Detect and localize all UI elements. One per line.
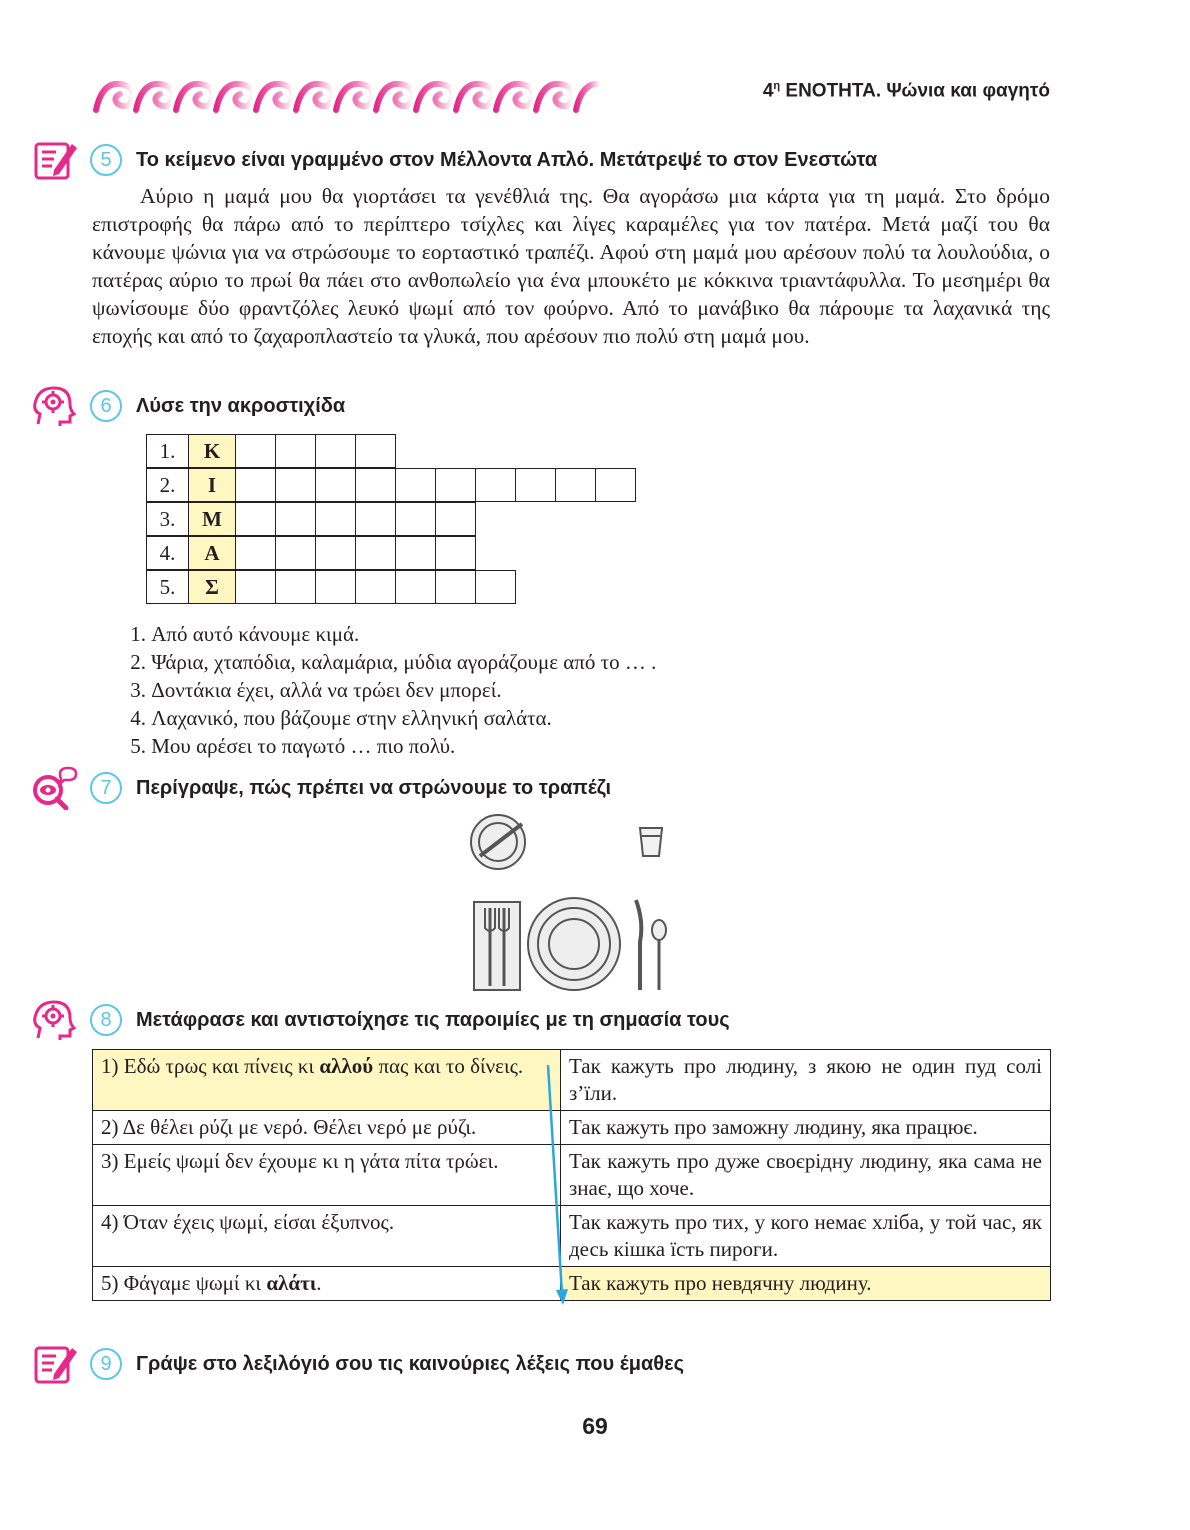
exercise-7-number: 7	[90, 772, 122, 804]
acrostic-blank-cell[interactable]	[315, 502, 356, 536]
acrostic-row-number: 1.	[146, 434, 189, 468]
pencil-notepad-icon	[30, 1342, 78, 1386]
acrostic-row-4	[147, 537, 476, 571]
proverb-text: 4) Όταν έχεις ψωμί, είσαι έξυπνος.	[101, 1210, 395, 1234]
acrostic-blank-cell[interactable]	[235, 502, 276, 536]
proverb-cell	[93, 1050, 561, 1111]
meaning-cell: Так кажуть про тих, у кого немає хліба, у той час, як десь кішка їсть пироги.	[561, 1206, 1051, 1267]
clue-text: Από αυτό κάνουμε κιμά.	[151, 622, 360, 646]
acrostic-key-letter: Μ	[188, 502, 236, 536]
table-setting-illustration	[466, 812, 676, 997]
exercise-6-header	[30, 384, 345, 428]
proverb-text: .	[316, 1271, 322, 1295]
unit-title-text: ΕΝΟΤΗΤΑ. Ψώνια και φαγητό	[780, 80, 1050, 102]
table-row	[93, 1267, 1051, 1301]
acrostic-blank-cell[interactable]	[595, 468, 636, 502]
proverb-text: 3) Εμείς ψωμί δεν έχουμε κι η γάτα πίτα τρώει.	[101, 1149, 499, 1173]
meaning-cell: Так кажуть про дуже своєрідну людину, яка сама не знає, що хоче.	[561, 1145, 1051, 1206]
acrostic-blank-cell[interactable]	[435, 468, 476, 502]
exercise-8-number: 8	[90, 1004, 122, 1036]
exercise-6-number: 6	[90, 390, 122, 422]
acrostic-row-number: 2.	[146, 468, 189, 502]
exercise-6-title: Λύσε την ακροστιχίδα	[136, 394, 346, 417]
meaning-cell: Так кажуть про невдячну людину.	[561, 1267, 1051, 1301]
meaning-cell: Так кажуть про заможну людину, яка працює.	[561, 1111, 1051, 1145]
acrostic-blank-cell[interactable]	[355, 502, 396, 536]
table-row	[93, 1111, 1051, 1145]
proverb-cell	[93, 1111, 561, 1145]
acrostic-blank-cell[interactable]	[315, 536, 356, 570]
meaning-cell: Так кажуть про людину, з якою не один пуд солі з’їли.	[561, 1050, 1051, 1111]
proverb-cell	[93, 1267, 561, 1301]
clue-number: 3.	[130, 678, 146, 702]
exercise-9-header	[30, 1342, 684, 1386]
exercise-7-title: Περίγραψε, πώς πρέπει να στρώνουμε το τραπέζι	[136, 776, 612, 799]
proverb-cell	[93, 1145, 561, 1206]
acrostic-row-5	[147, 571, 516, 605]
acrostic-blank-cell[interactable]	[275, 502, 316, 536]
clue-text: Ψάρια, χταπόδια, καλαμάρια, μύδια αγοράζουμε από το … .	[151, 650, 657, 674]
acrostic-blank-cell[interactable]	[235, 434, 276, 468]
unit-number: 4	[762, 80, 774, 102]
proverb-text: 2) Δε θέλει ρύζι με νερό. Θέλει νερό με ρύζι.	[101, 1115, 477, 1139]
acrostic-blank-cell[interactable]	[555, 468, 596, 502]
acrostic-row-2	[147, 469, 636, 503]
proverb-text: πας και το δίνεις.	[373, 1054, 524, 1078]
clue-item	[112, 704, 656, 732]
page-number: 69	[582, 1413, 608, 1439]
acrostic-row-number: 5.	[146, 570, 189, 604]
exercise-5-header	[30, 138, 877, 182]
clue-number: 1.	[130, 622, 146, 646]
acrostic-blank-cell[interactable]	[355, 468, 396, 502]
acrostic-blank-cell[interactable]	[435, 502, 476, 536]
acrostic-row-3	[147, 503, 476, 537]
clue-number: 2.	[130, 650, 146, 674]
acrostic-row-number: 4.	[146, 536, 189, 570]
clue-item	[112, 676, 656, 704]
acrostic-key-letter: Α	[188, 536, 236, 570]
head-gear-icon	[30, 998, 78, 1042]
acrostic-row-1	[147, 435, 396, 469]
acrostic-clues	[112, 620, 656, 760]
acrostic-blank-cell[interactable]	[315, 434, 356, 468]
exercise-7-header	[30, 766, 611, 810]
acrostic-blank-cell[interactable]	[315, 468, 356, 502]
exercise-5-title: Το κείμενο είναι γραμμένο στον Μέλλοντα Απλό. Μετάτρεψέ το στον Ενεστώτα	[136, 148, 878, 171]
acrostic-blank-cell[interactable]	[275, 570, 316, 604]
proverb-bold-word: αλλού	[319, 1054, 374, 1078]
proverb-text: 1) Εδώ τρως και πίνεις κι	[101, 1054, 320, 1078]
acrostic-blank-cell[interactable]	[275, 434, 316, 468]
proverbs-table	[92, 1049, 1051, 1301]
exercise-9-title: Γράψε στο λεξιλόγιό σου τις καινούριες λέξεις που έμαθες	[136, 1352, 684, 1375]
unit-superscript: η	[773, 80, 781, 92]
table-row	[93, 1050, 1051, 1111]
pencil-notepad-icon	[30, 138, 78, 182]
decorative-wave-border	[92, 76, 612, 116]
acrostic-blank-cell[interactable]	[235, 570, 276, 604]
acrostic-blank-cell[interactable]	[475, 570, 516, 604]
acrostic-blank-cell[interactable]	[355, 536, 396, 570]
clue-text: Λαχανικό, που βάζουμε στην ελληνική σαλάτα.	[151, 706, 552, 730]
acrostic-blank-cell[interactable]	[395, 468, 436, 502]
proverb-text: 5) Φάγαμε ψωμί κι	[101, 1271, 267, 1295]
acrostic-key-letter: Σ	[188, 570, 236, 604]
acrostic-key-letter: Κ	[188, 434, 236, 468]
proverb-cell	[93, 1206, 561, 1267]
acrostic-blank-cell[interactable]	[395, 502, 436, 536]
exercise-5-text: Αύριο η μαμά μου θα γιορτάσει τα γενέθλιά της. Θα αγοράσω μια κάρτα για τη μαμά. Στο δρόμο επιστροφής θα πάρω από το περίπτερο τσίχλες και λίγες καραμέλες για τον πατέρα. Μετά μαζί του θα κάνουμε ψώνια για να στρώσουμε το εορταστικό τραπέζι. Αφού στη μαμά μου αρέσουν πολύ τα λουλούδια, ο πατέρας αύριο το πρωί θα πάει στο ανθοπωλείο για ένα μπουκέτο με κόκκινα τριαντάφυλλα. Το μεσημέρι θα ψωνίσουμε δύο φραντζόλες λευκό ψωμί από τον φούρνο. Από το μανάβικο θα πάρουμε τα λαχανικά της εποχής και από το ζαχαροπλαστείο τα γλυκά, που αρέσουν πιο πολύ στη μαμά μου.	[92, 184, 1050, 348]
acrostic-blank-cell[interactable]	[395, 570, 436, 604]
acrostic-row-number: 3.	[146, 502, 189, 536]
clue-text: Μου αρέσει το παγωτό … πιο πολύ.	[151, 734, 456, 758]
acrostic-blank-cell[interactable]	[355, 570, 396, 604]
acrostic-blank-cell[interactable]	[515, 468, 556, 502]
acrostic-blank-cell[interactable]	[475, 468, 516, 502]
acrostic-blank-cell[interactable]	[395, 536, 436, 570]
clue-number: 5.	[130, 734, 146, 758]
proverb-bold-word: αλάτι	[266, 1271, 317, 1295]
clue-text: Δοντάκια έχει, αλλά να τρώει δεν μπορεί.	[151, 678, 502, 702]
exercise-8-header	[30, 998, 730, 1042]
acrostic-blank-cell[interactable]	[315, 570, 356, 604]
eye-magnifier-icon	[30, 766, 78, 810]
head-gear-icon	[30, 384, 78, 428]
acrostic-blank-cell[interactable]	[435, 570, 476, 604]
clue-item	[112, 620, 656, 648]
exercise-9-number: 9	[90, 1348, 122, 1380]
clue-number: 4.	[130, 706, 146, 730]
clue-item	[112, 648, 656, 676]
acrostic-blank-cell[interactable]	[235, 536, 276, 570]
table-row	[93, 1145, 1051, 1206]
table-row	[93, 1206, 1051, 1267]
acrostic-blank-cell[interactable]	[355, 434, 396, 468]
acrostic-blank-cell[interactable]	[275, 536, 316, 570]
clue-item	[112, 732, 656, 760]
acrostic-key-letter: Ι	[188, 468, 236, 502]
exercise-8-title: Μετάφρασε και αντιστοίχησε τις παροιμίες με τη σημασία τους	[136, 1008, 730, 1031]
acrostic-blank-cell[interactable]	[235, 468, 276, 502]
unit-title	[763, 80, 1050, 102]
acrostic-blank-cell[interactable]	[275, 468, 316, 502]
exercise-5-number: 5	[90, 144, 122, 176]
acrostic-blank-cell[interactable]	[435, 536, 476, 570]
